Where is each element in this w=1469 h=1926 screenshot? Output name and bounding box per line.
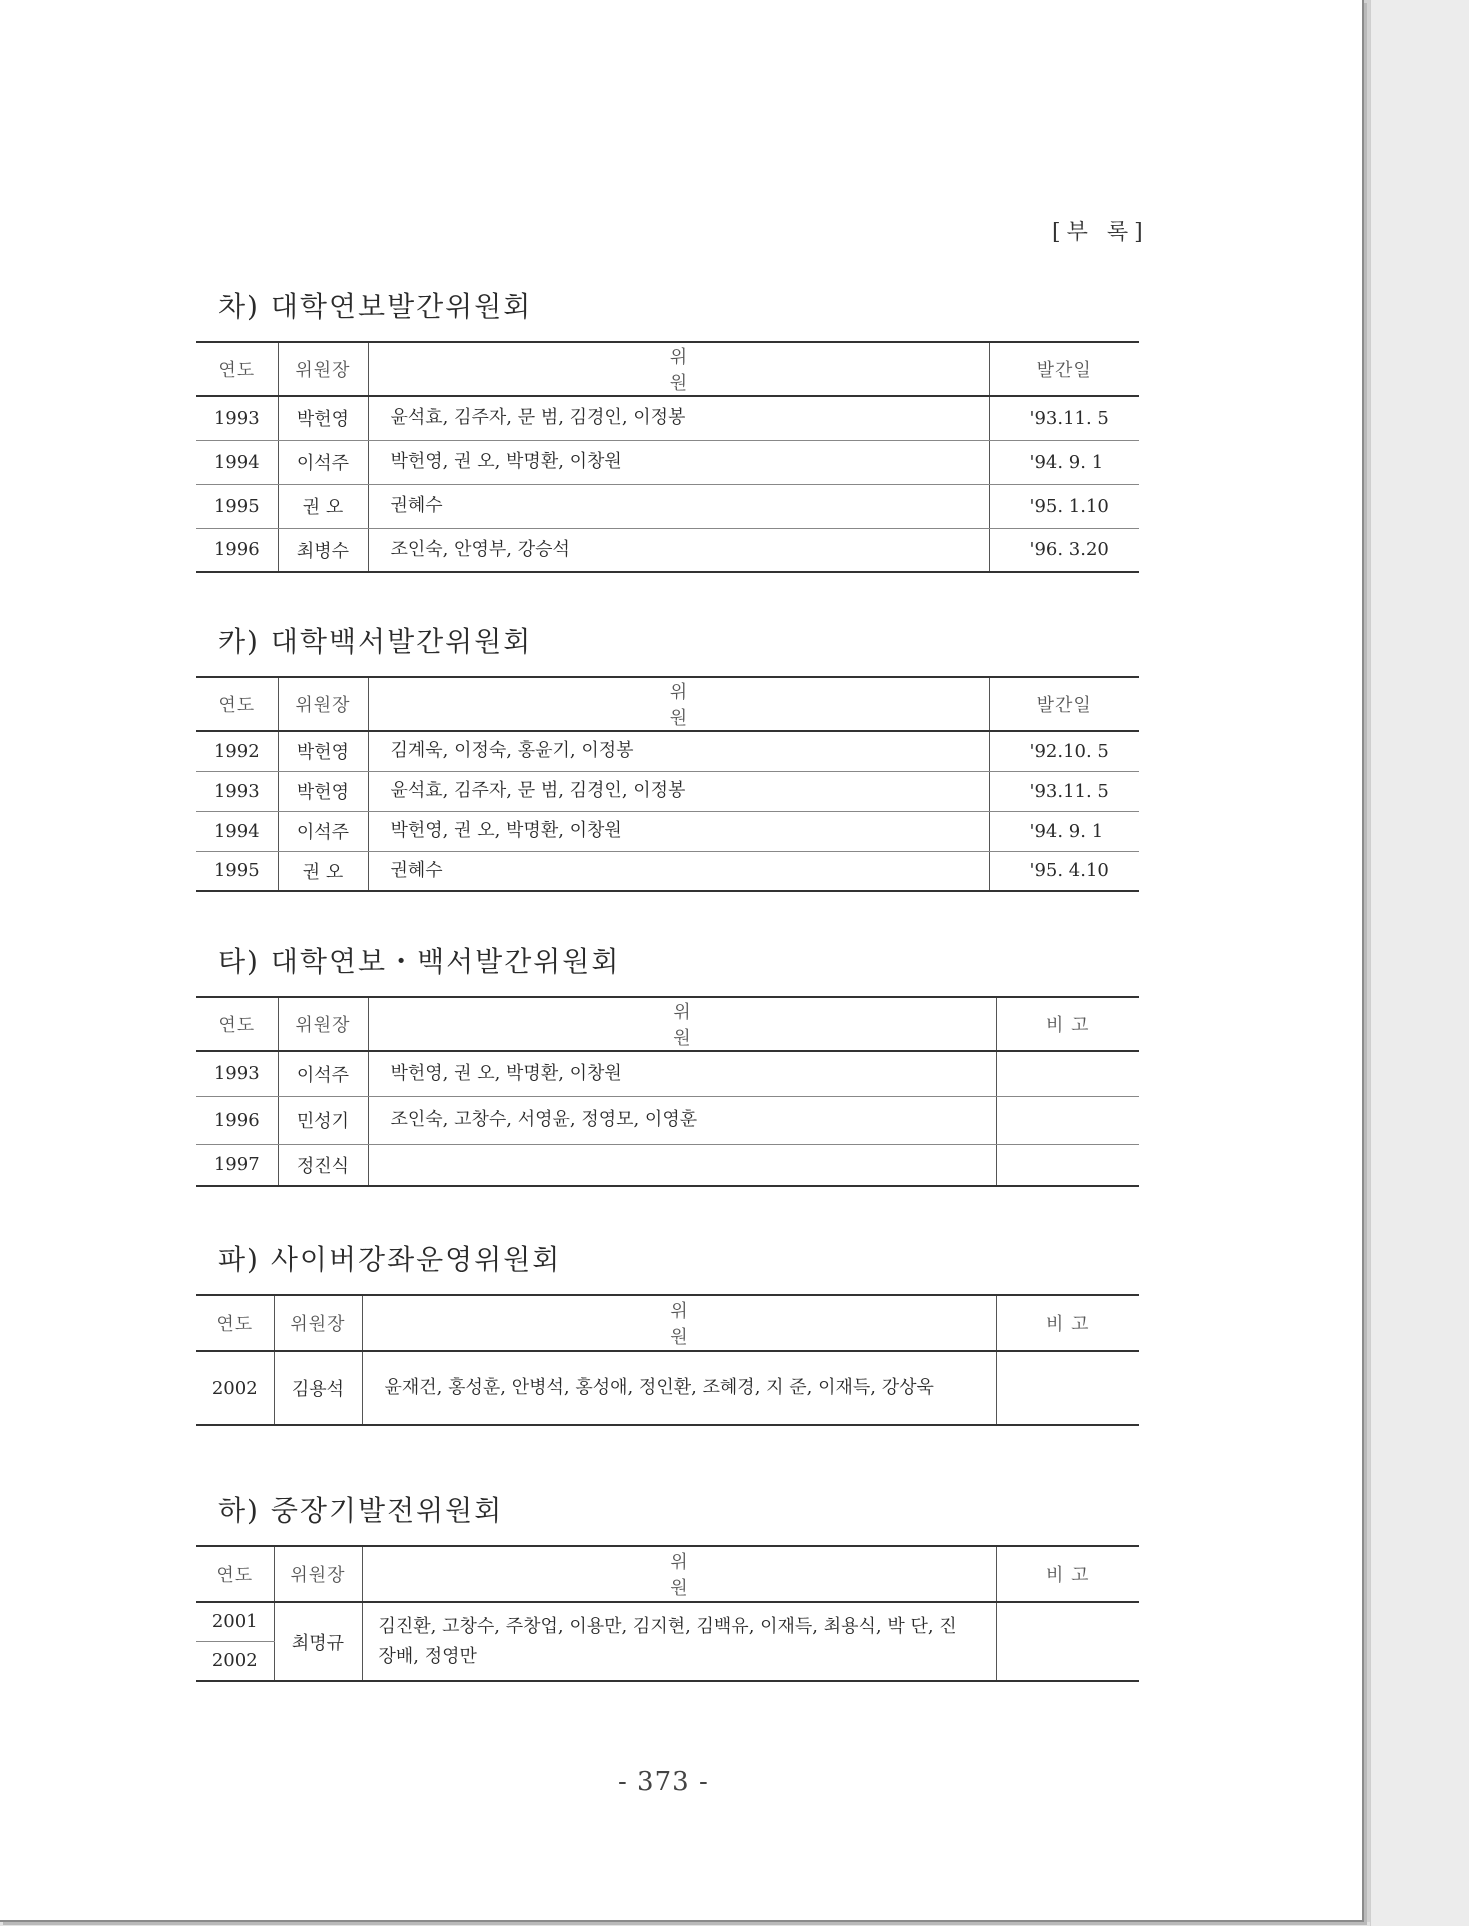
table-header-row (196, 997, 1139, 1051)
table-header-row (196, 1295, 1139, 1351)
committee-table (196, 676, 1139, 892)
header-members: 위 원 (368, 342, 989, 396)
header-year: 연도 (196, 1546, 274, 1602)
viewer-background (1370, 0, 1469, 1926)
header-members: 위 원 (362, 1546, 996, 1602)
year-cell: 1993 (196, 1051, 278, 1096)
header-year: 연도 (196, 677, 278, 731)
date-cell: '96. 3.20 (989, 528, 1139, 572)
section-long-term-development-committee (196, 1489, 1139, 1682)
chair-cell: 김용석 (274, 1351, 362, 1425)
date-cell: '93.11. 5 (989, 396, 1139, 440)
members-cell: 권혜수 (368, 851, 989, 891)
year-cell: 1993 (196, 396, 278, 440)
members-cell: 박헌영, 권 오, 박명환, 이창원 (368, 811, 989, 851)
committee-table (196, 1294, 1139, 1426)
section-white-paper-committee (196, 620, 1139, 892)
table-row (196, 1351, 1139, 1425)
chair-cell: 박헌영 (278, 771, 368, 811)
date-cell: '95. 4.10 (989, 851, 1139, 891)
chair-cell: 박헌영 (278, 731, 368, 771)
table-row (196, 771, 1139, 811)
members-cell: 김진환, 고창수, 주창업, 이용만, 김지현, 김백유, 이재득, 최용식, 박 단, 진장배, 정영만 (362, 1602, 996, 1681)
header-chair: 위원장 (278, 677, 368, 731)
members-cell: 박헌영, 권 오, 박명환, 이창원 (368, 1051, 996, 1096)
section-annual-report-committee (196, 285, 1139, 573)
table-header-row (196, 342, 1139, 396)
year-cell: 1994 (196, 440, 278, 484)
table-row (196, 731, 1139, 771)
section-cyber-course-committee (196, 1238, 1139, 1426)
chair-cell: 권 오 (278, 484, 368, 528)
table-row (196, 484, 1139, 528)
committee-table (196, 996, 1139, 1187)
header-members: 위 원 (368, 997, 996, 1051)
section-annual-white-paper-committee (196, 940, 1139, 1187)
note-cell (996, 1351, 1139, 1425)
year-cell: 2002 (211, 1650, 258, 1672)
header-date: 발간일 (989, 342, 1139, 396)
table-row (196, 396, 1139, 440)
date-cell: '94. 9. 1 (989, 811, 1139, 851)
header-members: 위 원 (368, 677, 989, 731)
table-header-row (196, 677, 1139, 731)
header-chair: 위원장 (274, 1546, 362, 1602)
header-note: 비 고 (996, 1295, 1139, 1351)
year-cell: 1995 (196, 484, 278, 528)
chair-cell: 박헌영 (278, 396, 368, 440)
year-cell: 1992 (196, 731, 278, 771)
members-cell: 윤재건, 홍성훈, 안병석, 홍성애, 정인환, 조혜경, 지 준, 이재득, 강상욱 (362, 1351, 996, 1425)
date-cell: '94. 9. 1 (989, 440, 1139, 484)
members-cell: 김계욱, 이정숙, 홍윤기, 이정봉 (368, 731, 989, 771)
year-cell: 2001 (196, 1602, 274, 1641)
year-cell: 1996 (196, 1096, 278, 1144)
header-chair: 위원장 (278, 342, 368, 396)
header-year: 연도 (196, 342, 278, 396)
table-row (196, 851, 1139, 891)
date-cell: '92.10. 5 (989, 731, 1139, 771)
header-year: 연도 (196, 1295, 274, 1351)
section-title: 타) 대학연보・백서발간위원회 (218, 945, 621, 978)
year-cell: 1995 (213, 860, 260, 882)
section-title: 카) 대학백서발간위원회 (218, 625, 533, 658)
chair-cell: 정진식 (278, 1144, 368, 1186)
table-row (196, 1096, 1139, 1144)
year-cell: 1997 (213, 1154, 260, 1176)
note-cell (996, 1051, 1139, 1096)
chair-cell: 민성기 (278, 1096, 368, 1144)
chair-cell: 최명규 (274, 1602, 362, 1681)
header-year: 연도 (196, 997, 278, 1051)
chair-cell: 권 오 (278, 851, 368, 891)
section-title: 차) 대학연보발간위원회 (218, 290, 533, 323)
note-cell (996, 1096, 1139, 1144)
appendix-label: [부 록] (1052, 220, 1149, 245)
year-cell: 1996 (213, 539, 260, 561)
table-row (196, 1051, 1139, 1096)
members-cell: 조인숙, 안영부, 강승석 (368, 528, 989, 572)
chair-cell: 이석주 (278, 1051, 368, 1096)
table-row (196, 811, 1139, 851)
members-cell: 박헌영, 권 오, 박명환, 이창원 (368, 440, 989, 484)
header-note: 비 고 (996, 1546, 1139, 1602)
date-cell: '95. 1.10 (989, 484, 1139, 528)
header-chair: 위원장 (274, 1295, 362, 1351)
header-note: 비 고 (996, 997, 1139, 1051)
table-header-row (196, 1546, 1139, 1602)
header-chair: 위원장 (278, 997, 368, 1051)
page-number: - 373 - (618, 1767, 709, 1797)
year-cell: 1993 (196, 771, 278, 811)
chair-cell: 최병수 (278, 528, 368, 572)
section-title: 하) 중장기발전위원회 (218, 1494, 504, 1527)
committee-table (196, 1545, 1139, 1682)
table-row (196, 1602, 1139, 1641)
header-date: 발간일 (989, 677, 1139, 731)
year-cell: 2002 (211, 1377, 258, 1399)
members-cell: 윤석효, 김주자, 문 범, 김경인, 이정봉 (368, 771, 989, 811)
table-row (196, 528, 1139, 572)
members-cell: 권혜수 (368, 484, 989, 528)
chair-cell: 이석주 (278, 440, 368, 484)
note-cell (996, 1144, 1139, 1186)
members-cell (368, 1144, 996, 1186)
year-cell: 1994 (196, 811, 278, 851)
date-cell: '93.11. 5 (989, 771, 1139, 811)
note-cell (996, 1602, 1139, 1681)
table-row (196, 440, 1139, 484)
members-cell: 조인숙, 고창수, 서영윤, 정영모, 이영훈 (368, 1096, 996, 1144)
section-title: 파) 사이버강좌운영위원회 (218, 1243, 562, 1276)
chair-cell: 이석주 (278, 811, 368, 851)
table-row (196, 1144, 1139, 1186)
members-cell: 윤석효, 김주자, 문 범, 김경인, 이정봉 (368, 396, 989, 440)
committee-table (196, 341, 1139, 573)
header-members: 위 원 (362, 1295, 996, 1351)
